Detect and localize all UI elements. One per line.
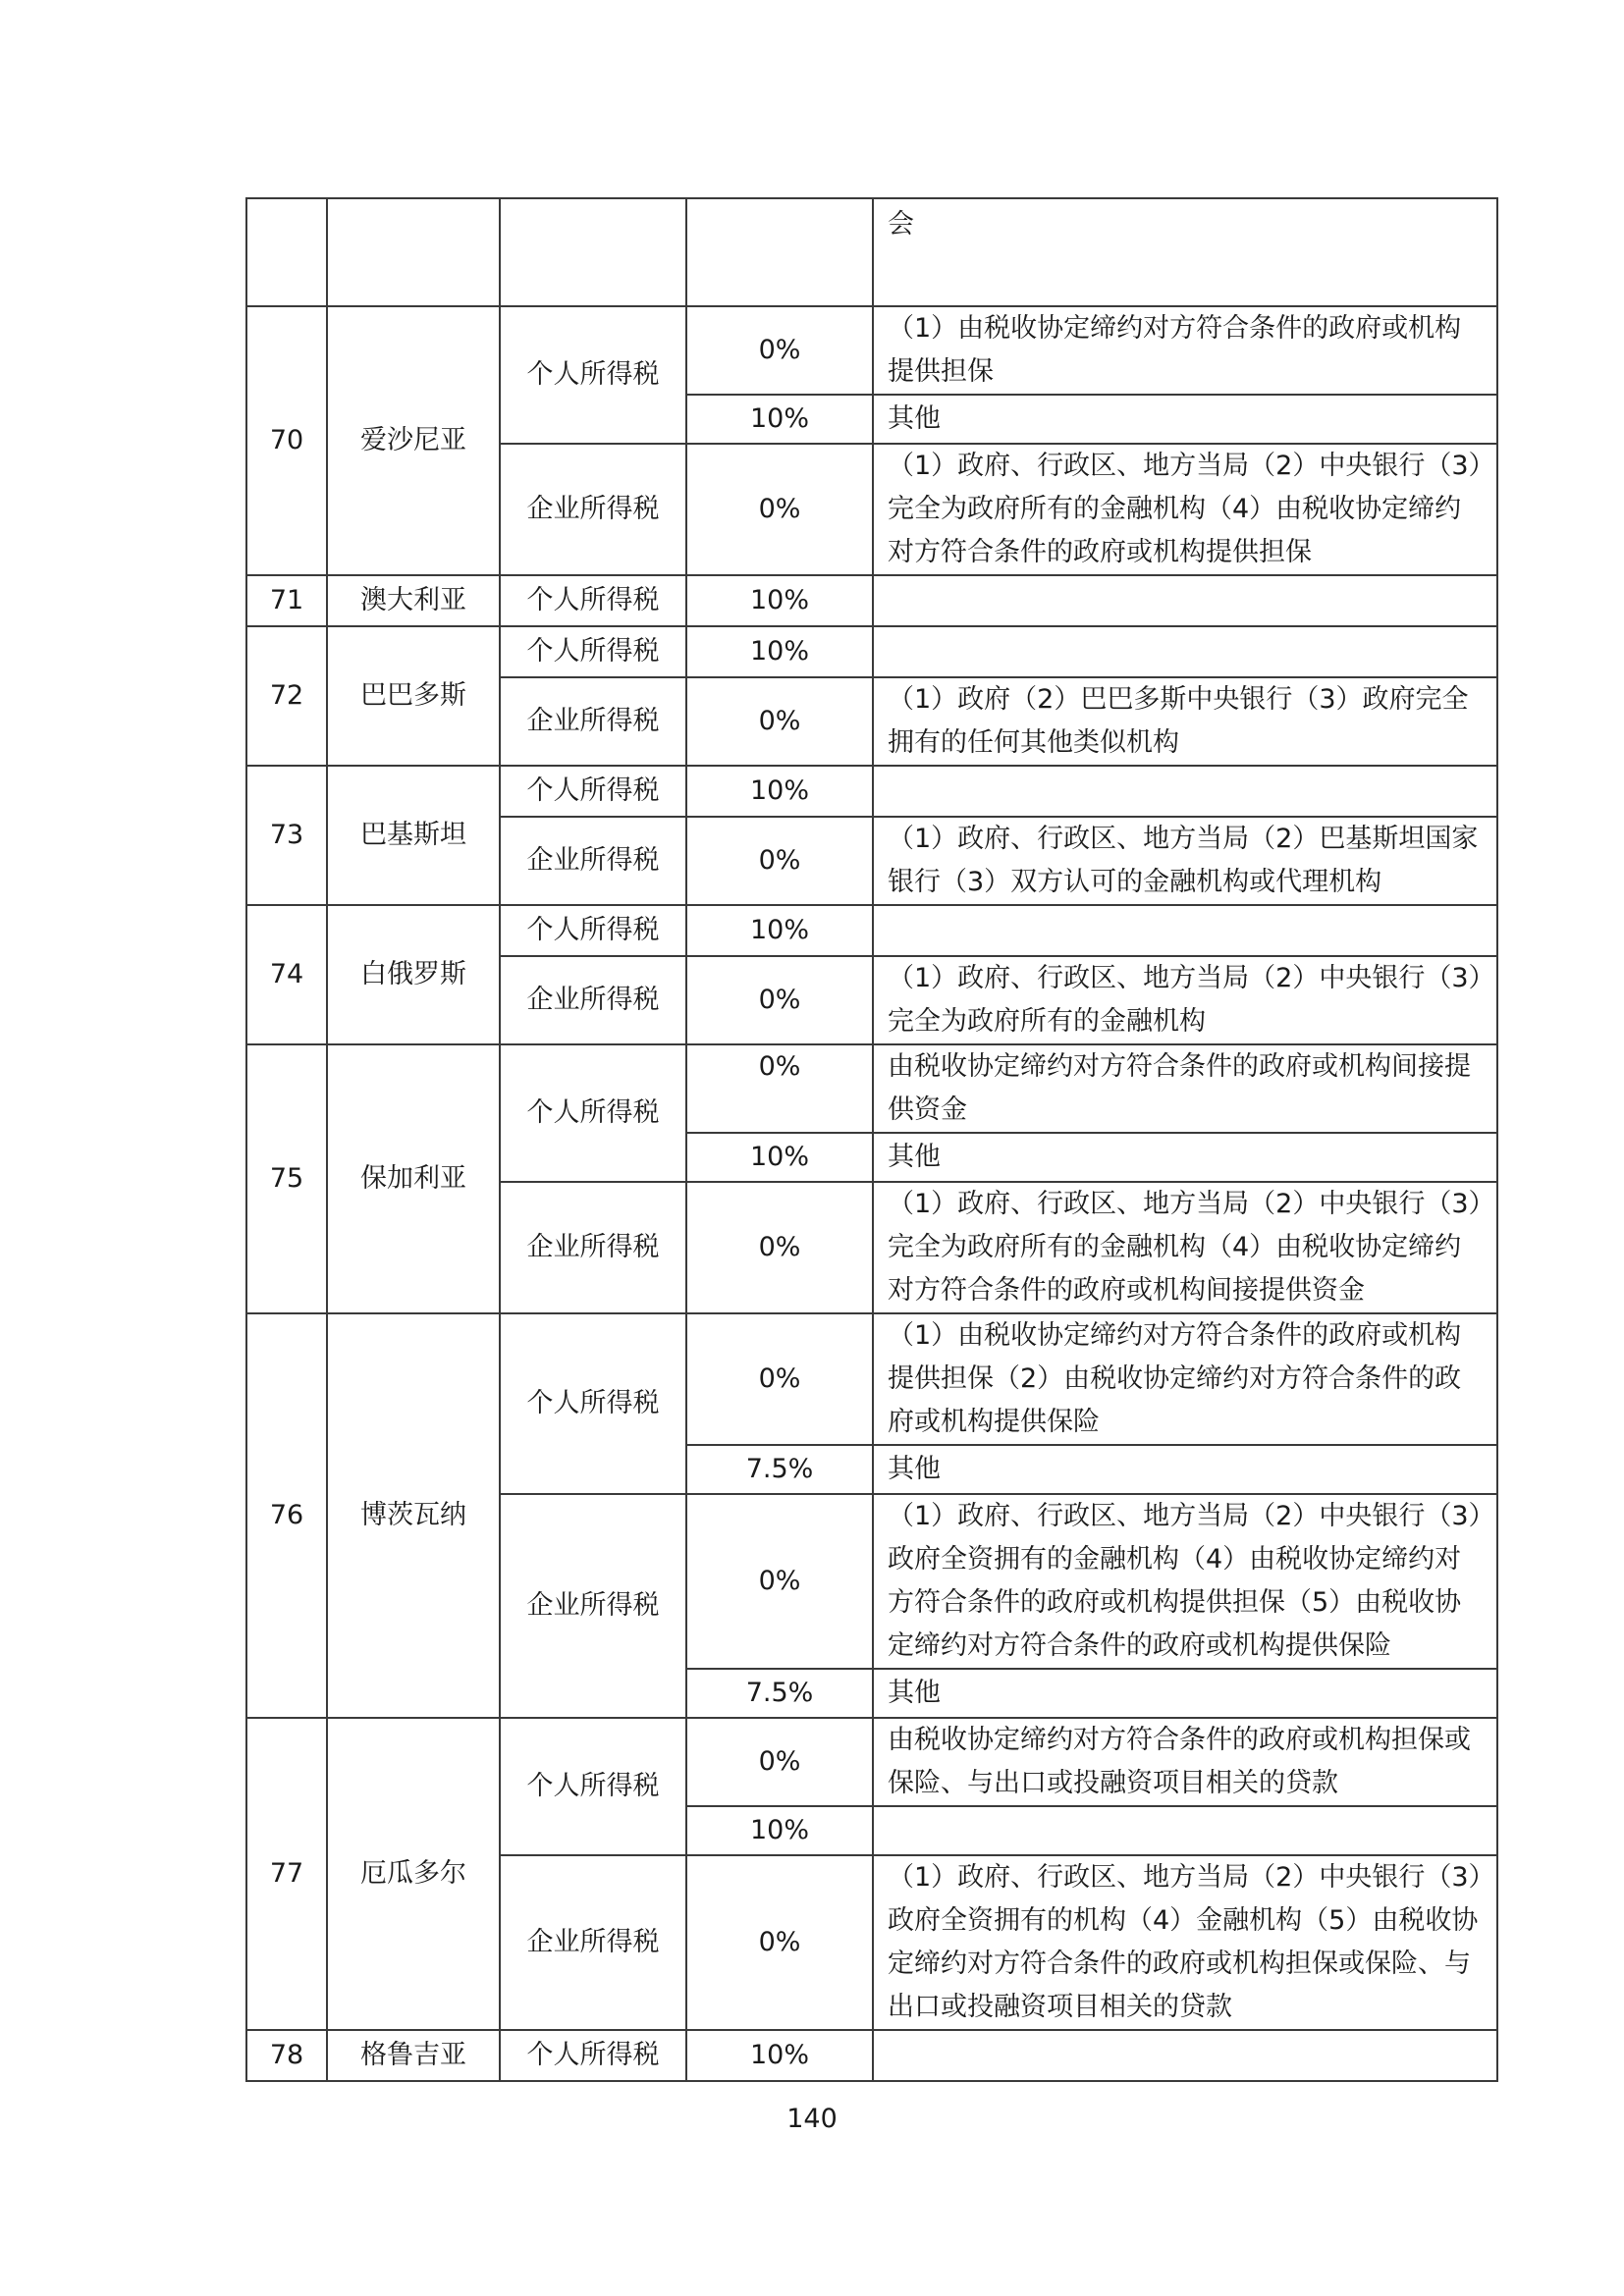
condition-note: 其他: [873, 395, 1497, 444]
tax-rate: 0%: [686, 817, 873, 905]
table-row: [246, 198, 1497, 306]
table-row: [246, 1718, 1497, 1806]
condition-note: 其他: [873, 1445, 1497, 1494]
condition-note: （1）政府、行政区、地方当局（2）中央银行（3）政府全资拥有的金融机构（4）由税收协定缔约对方符合条件的政府或机构提供担保（5）由税收协定缔约对方符合条件的政府或机构提供保险: [873, 1494, 1497, 1669]
condition-note: [873, 2030, 1497, 2081]
rate-cell: [686, 198, 873, 306]
condition-note: [873, 766, 1497, 817]
condition-note: 其他: [873, 1133, 1497, 1182]
page-number: 140: [786, 2104, 838, 2134]
row-number: 77: [246, 1718, 327, 2030]
country-name: 保加利亚: [327, 1044, 500, 1313]
table-row: [246, 2030, 1497, 2081]
condition-note: （1）政府、行政区、地方当局（2）中央银行（3）政府全资拥有的机构（4）金融机构（5）由税收协定缔约对方符合条件的政府或机构担保或保险、与出口或投融资项目相关的贷款: [873, 1855, 1497, 2030]
tax-rate: 0%: [686, 444, 873, 575]
tax-type: 个人所得税: [500, 306, 686, 444]
row-number: 72: [246, 626, 327, 766]
country-name: 爱沙尼亚: [327, 306, 500, 575]
tax-rate: 10%: [686, 575, 873, 626]
row-number: 71: [246, 575, 327, 626]
tax-rate: 0%: [686, 1313, 873, 1445]
tax-type: 个人所得税: [500, 766, 686, 817]
table-row: [246, 626, 1497, 677]
tax-rate: 10%: [686, 1806, 873, 1855]
tax-rate: 10%: [686, 766, 873, 817]
tax-rate: 0%: [686, 1855, 873, 2030]
tax-rate: 0%: [686, 1182, 873, 1313]
tax-type: 企业所得税: [500, 956, 686, 1044]
country-name: 巴巴多斯: [327, 626, 500, 766]
row-number: 74: [246, 905, 327, 1044]
tax-type: 企业所得税: [500, 444, 686, 575]
table-row: [246, 905, 1497, 956]
tax-rate: 10%: [686, 1133, 873, 1182]
condition-note: （1）政府、行政区、地方当局（2）中央银行（3）完全为政府所有的金融机构: [873, 956, 1497, 1044]
condition-note: （1）政府（2）巴巴多斯中央银行（3）政府完全拥有的任何其他类似机构: [873, 677, 1497, 766]
tax-type: 企业所得税: [500, 1494, 686, 1718]
tax-rate-table: [245, 197, 1498, 2082]
row-number: 78: [246, 2030, 327, 2081]
tax-rate: 0%: [686, 677, 873, 766]
table-row: [246, 575, 1497, 626]
tax-rate: 10%: [686, 395, 873, 444]
tax-type: 个人所得税: [500, 1313, 686, 1494]
tax-type: 个人所得税: [500, 905, 686, 956]
country-name: 博茨瓦纳: [327, 1313, 500, 1718]
tax-type: 个人所得税: [500, 1718, 686, 1855]
tax-rate: 0%: [686, 1718, 873, 1806]
row-number: 76: [246, 1313, 327, 1718]
condition-note: [873, 905, 1497, 956]
tax-rate: 0%: [686, 1494, 873, 1669]
condition-note: [873, 1806, 1497, 1855]
condition-note: [873, 626, 1497, 677]
tax-rate: 10%: [686, 626, 873, 677]
tax-type: 个人所得税: [500, 575, 686, 626]
tax-rate: 10%: [686, 905, 873, 956]
country-name: 澳大利亚: [327, 575, 500, 626]
condition-note: [873, 575, 1497, 626]
table-row: [246, 1313, 1497, 1445]
tax-rate: 7.5%: [686, 1445, 873, 1494]
country-name: 格鲁吉亚: [327, 2030, 500, 2081]
country-name: 巴基斯坦: [327, 766, 500, 905]
country-name: 厄瓜多尔: [327, 1718, 500, 2030]
tax-type: 企业所得税: [500, 1855, 686, 2030]
country-cell: [327, 198, 500, 306]
table-row: [246, 306, 1497, 395]
row-number: 70: [246, 306, 327, 575]
table-row: [246, 766, 1497, 817]
tax-rate: 0%: [686, 1044, 873, 1133]
condition-note: 由税收协定缔约对方符合条件的政府或机构担保或保险、与出口或投融资项目相关的贷款: [873, 1718, 1497, 1806]
tax-type: 个人所得税: [500, 626, 686, 677]
tax-type: 企业所得税: [500, 677, 686, 766]
tax-rate: 0%: [686, 956, 873, 1044]
row-number: 75: [246, 1044, 327, 1313]
condition-note: （1）政府、行政区、地方当局（2）中央银行（3）完全为政府所有的金融机构（4）由税收协定缔约对方符合条件的政府或机构间接提供资金: [873, 1182, 1497, 1313]
tax-type: 个人所得税: [500, 2030, 686, 2081]
note-cell: 会: [873, 198, 1497, 306]
no-cell: [246, 198, 327, 306]
condition-note: 其他: [873, 1669, 1497, 1718]
condition-note: （1）政府、行政区、地方当局（2）中央银行（3）完全为政府所有的金融机构（4）由税收协定缔约对方符合条件的政府或机构提供担保: [873, 444, 1497, 575]
tax-rate: 10%: [686, 2030, 873, 2081]
row-number: 73: [246, 766, 327, 905]
condition-note: （1）由税收协定缔约对方符合条件的政府或机构提供担保（2）由税收协定缔约对方符合条件的政府或机构提供保险: [873, 1313, 1497, 1445]
tax-type-cell: [500, 198, 686, 306]
condition-note: （1）由税收协定缔约对方符合条件的政府或机构提供担保: [873, 306, 1497, 395]
tax-type: 个人所得税: [500, 1044, 686, 1182]
country-name: 白俄罗斯: [327, 905, 500, 1044]
tax-type: 企业所得税: [500, 817, 686, 905]
tax-type: 企业所得税: [500, 1182, 686, 1313]
condition-note: （1）政府、行政区、地方当局（2）巴基斯坦国家银行（3）双方认可的金融机构或代理机构: [873, 817, 1497, 905]
tax-rate: 7.5%: [686, 1669, 873, 1718]
table-row: [246, 1044, 1497, 1133]
condition-note: 由税收协定缔约对方符合条件的政府或机构间接提供资金: [873, 1044, 1497, 1133]
tax-rate: 0%: [686, 306, 873, 395]
